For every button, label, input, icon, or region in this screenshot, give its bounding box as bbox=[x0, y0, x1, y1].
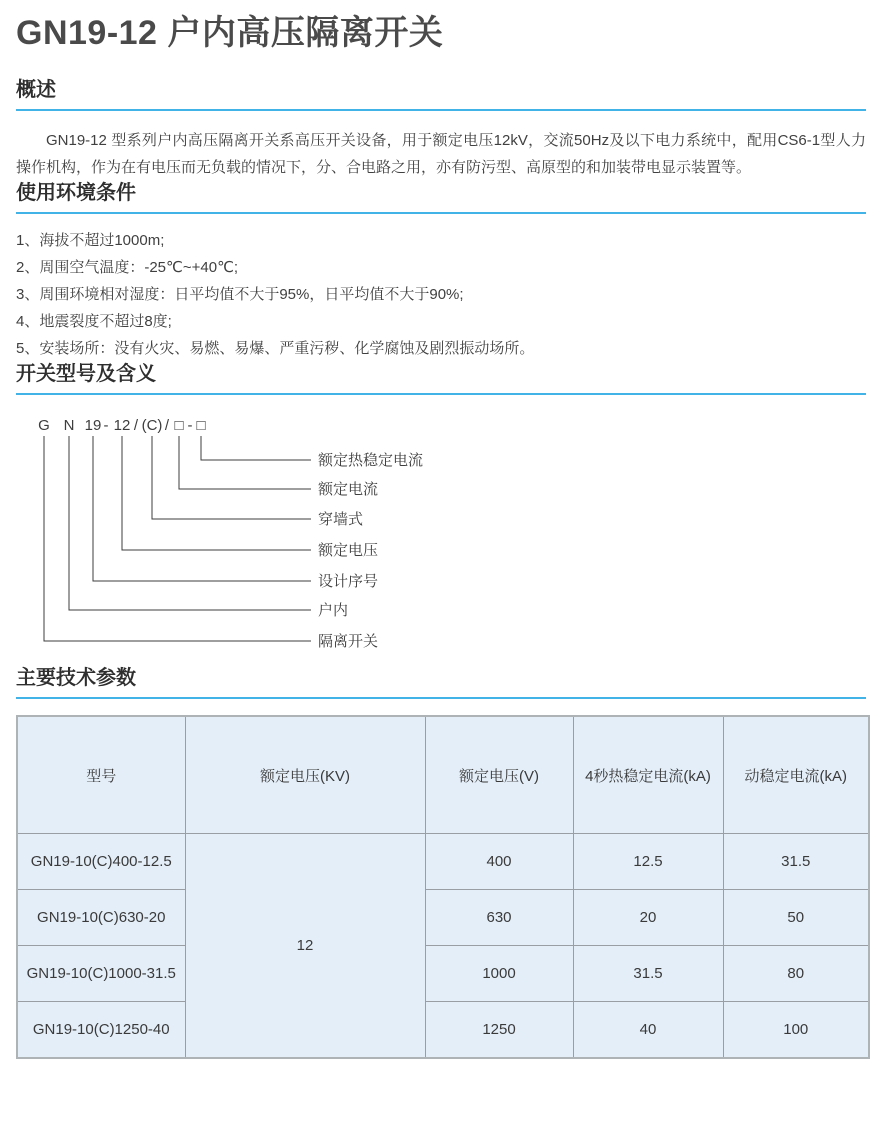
model-token-12: 12 bbox=[113, 417, 131, 435]
cell-thermal: 31.5 bbox=[573, 946, 723, 1002]
environment-conditions-list bbox=[16, 227, 866, 362]
label-design-serial-number: 设计序号 bbox=[318, 573, 379, 591]
model-token-n: N bbox=[63, 417, 75, 435]
model-token-box2: □ bbox=[196, 417, 206, 435]
col-header-rated-v: 额定电压(V) bbox=[425, 716, 573, 834]
label-rated-thermal-current: 额定热稳定电流 bbox=[318, 452, 424, 470]
cell-thermal: 40 bbox=[573, 1002, 723, 1059]
section-heading-parameters: 主要技术参数 bbox=[16, 666, 866, 699]
table-row bbox=[17, 890, 869, 946]
model-code bbox=[38, 417, 205, 434]
model-designation-diagram bbox=[16, 414, 864, 666]
cell-thermal: 12.5 bbox=[573, 834, 723, 890]
list-item-temperature: 2、周围空气温度：-25℃~+40℃; bbox=[16, 259, 239, 277]
model-token-dash: - bbox=[103, 417, 109, 435]
model-token-19: 19 bbox=[84, 417, 102, 435]
line-through-wall bbox=[152, 436, 311, 519]
section-heading-model-designation: 开关型号及含义 bbox=[16, 362, 866, 395]
model-labels bbox=[318, 451, 423, 650]
col-header-rated-kv: 额定电压(KV) bbox=[185, 716, 425, 834]
line-indoor bbox=[69, 436, 311, 610]
page-title: GN19-12 户内高压隔离开关 bbox=[16, 14, 444, 52]
label-through-wall-type: 穿墙式 bbox=[318, 511, 364, 529]
cell-voltage: 630 bbox=[425, 890, 573, 946]
table-header-row bbox=[17, 716, 869, 834]
model-token-slash2: / bbox=[164, 417, 170, 435]
overview-paragraph: GN19-12 型系列户内高压隔离开关系高压开关设备，用于额定电压12kV，交流50Hz及以下电力系统中，配用CS6-1型人力操作机构，作为在有电压而无负载的情况下，分、合电路之用，亦有防污型、高原型的和加装带电显示装置等。 bbox=[16, 132, 866, 177]
line-rated-voltage bbox=[122, 436, 311, 550]
table-row bbox=[17, 1002, 869, 1059]
cell-voltage: 1250 bbox=[425, 1002, 573, 1059]
label-isolation-switch: 隔离开关 bbox=[318, 633, 379, 651]
cell-voltage: 1000 bbox=[425, 946, 573, 1002]
connector-lines bbox=[44, 436, 311, 641]
line-design-serial bbox=[93, 436, 311, 581]
model-token-dash2: - bbox=[187, 417, 193, 435]
col-header-thermal-current: 4秒热稳定电流(kA) bbox=[573, 716, 723, 834]
cell-model: GN19-10(C)630-20 bbox=[17, 890, 185, 946]
label-rated-current: 额定电流 bbox=[318, 481, 379, 499]
section-heading-environment: 使用环境条件 bbox=[16, 181, 866, 214]
section-heading-overview: 概述 bbox=[16, 78, 866, 111]
list-item-humidity: 3、周围环境相对湿度：日平均值不大于95%，日平均值不大于90%; bbox=[16, 286, 464, 304]
list-item-seismic: 4、地震裂度不超过8度; bbox=[16, 313, 172, 331]
line-rated-current bbox=[179, 436, 311, 489]
line-thermal-current bbox=[201, 436, 311, 460]
col-header-dynamic-current: 动稳定电流(kA) bbox=[723, 716, 869, 834]
cell-dynamic: 80 bbox=[723, 946, 869, 1002]
col-header-model: 型号 bbox=[17, 716, 185, 834]
label-rated-voltage: 额定电压 bbox=[318, 542, 379, 560]
cell-voltage: 400 bbox=[425, 834, 573, 890]
cell-dynamic: 31.5 bbox=[723, 834, 869, 890]
cell-model: GN19-10(C)1000-31.5 bbox=[17, 946, 185, 1002]
table-row bbox=[17, 946, 869, 1002]
label-indoor: 户内 bbox=[318, 602, 349, 620]
model-token-c: (C) bbox=[141, 417, 163, 435]
cell-dynamic: 50 bbox=[723, 890, 869, 946]
model-token-slash: / bbox=[133, 417, 139, 435]
cell-dynamic: 100 bbox=[723, 1002, 869, 1059]
list-item-altitude: 1、海拔不超过1000m; bbox=[16, 232, 165, 250]
cell-shared-voltage: 12 bbox=[185, 834, 425, 1059]
model-token-box1: □ bbox=[174, 417, 184, 435]
table-row bbox=[17, 834, 869, 890]
cell-model: GN19-10(C)1250-40 bbox=[17, 1002, 185, 1059]
cell-model: GN19-10(C)400-12.5 bbox=[17, 834, 185, 890]
list-item-installation-site: 5、安装场所：没有火灾、易燃、易爆、严重污秽、化学腐蚀及剧烈振动场所。 bbox=[16, 340, 535, 358]
parameters-table bbox=[16, 715, 870, 1059]
cell-thermal: 20 bbox=[573, 890, 723, 946]
model-token-g: G bbox=[38, 417, 50, 435]
